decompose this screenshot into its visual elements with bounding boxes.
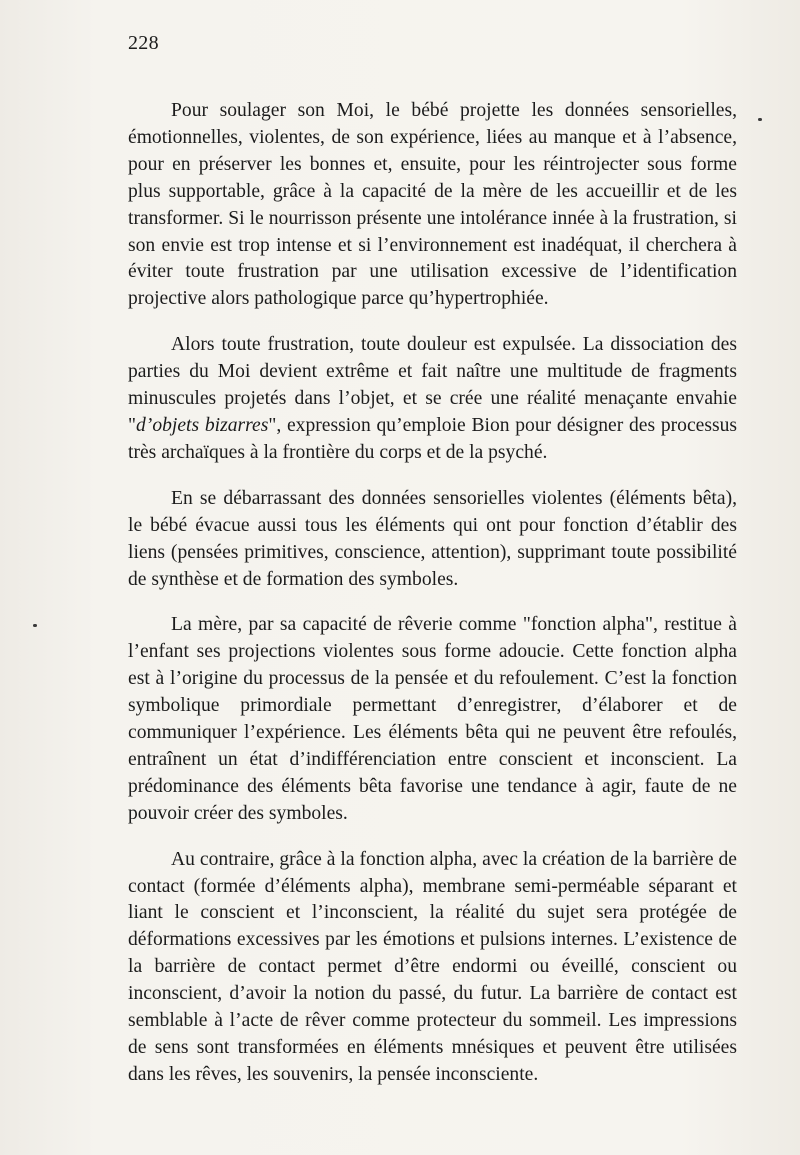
body-text bbox=[128, 98, 737, 1089]
paragraph-text-before: Alors toute frustration, toute douleur est expulsée. La dissociation des parties du Moi devient extrême et fait naître une multitude de fragments minuscules projetés dans l’objet, et se crée une réalité menaçante envahie " bbox=[128, 334, 737, 436]
paragraph-text-after: ", expression qu’emploie Bion pour désigner des processus très archaïques à la frontière du corps et de la psyché. bbox=[128, 414, 738, 463]
paragraph: Au contraire, grâce à la fonction alpha, avec la création de la barrière de contact (formée d’éléments alpha), membrane semi-perméable séparant et liant le conscient et l’inconscient, la réalité du sujet sera protégée de déformations excessives par les émotions et pulsions internes. L’existence de la barrière de contact permet d’être endormi ou éveillé, conscient ou inconscient, d’avoir la notion du passé, du futur. La barrière de contact est semblable à l’acte de rêver comme protecteur du sommeil. Les impressions de sens sont transformées en éléments mnésiques et peuvent être utilisées dans les rêves, les souvenirs, la pensée inconsciente. bbox=[128, 848, 737, 1085]
page-number: 228 bbox=[128, 32, 159, 54]
emphasized-term: d’objets bizarres bbox=[136, 414, 269, 436]
paragraph: Pour soulager son Moi, le bébé projette les données sensorielles, émotionnelles, violentes, de son expérience, liées au manque et à l’absence, pour en préserver les bonnes et, ensuite, pour les réintrojecter sous forme plus supportable, grâce à la capacité de la mère de les accueillir et de les transformer. Si le nourrisson présente une intolérance innée à la frustration, si son envie est trop intense et si l’environnement est inadéquat, il cherchera à éviter toute frustration par une utilisation excessive de l’identification projective alors pathologique parce qu’hypertrophiée. bbox=[128, 100, 737, 310]
paragraph: En se débarrassant des données sensorielles violentes (éléments bêta), le bébé évacue aussi tous les éléments qui ont pour fonction d’établir des liens (pensées primitives, conscience, attention), supprimant toute possibilité de synthèse et de formation des symboles. bbox=[128, 487, 737, 590]
paragraph: La mère, par sa capacité de rêverie comme "fonction alpha", restitue à l’enfant ses projections violentes sous forme adoucie. Cette fonction alpha est à l’origine du processus de la pensée et du refoulement. C’est la fonction symbolique primordiale permettant d’enregistrer, d’élaborer et de communiquer l’expérience. Les éléments bêta qui ne peuvent être refoulés, entraînent un état d’indifférenciation entre conscient et inconscient. La prédominance des éléments bêta favorise une tendance à agir, faute de ne pouvoir créer des symboles. bbox=[128, 614, 737, 824]
stray-ink-mark bbox=[33, 624, 37, 627]
paragraph bbox=[128, 332, 737, 467]
stray-ink-mark bbox=[758, 118, 762, 121]
